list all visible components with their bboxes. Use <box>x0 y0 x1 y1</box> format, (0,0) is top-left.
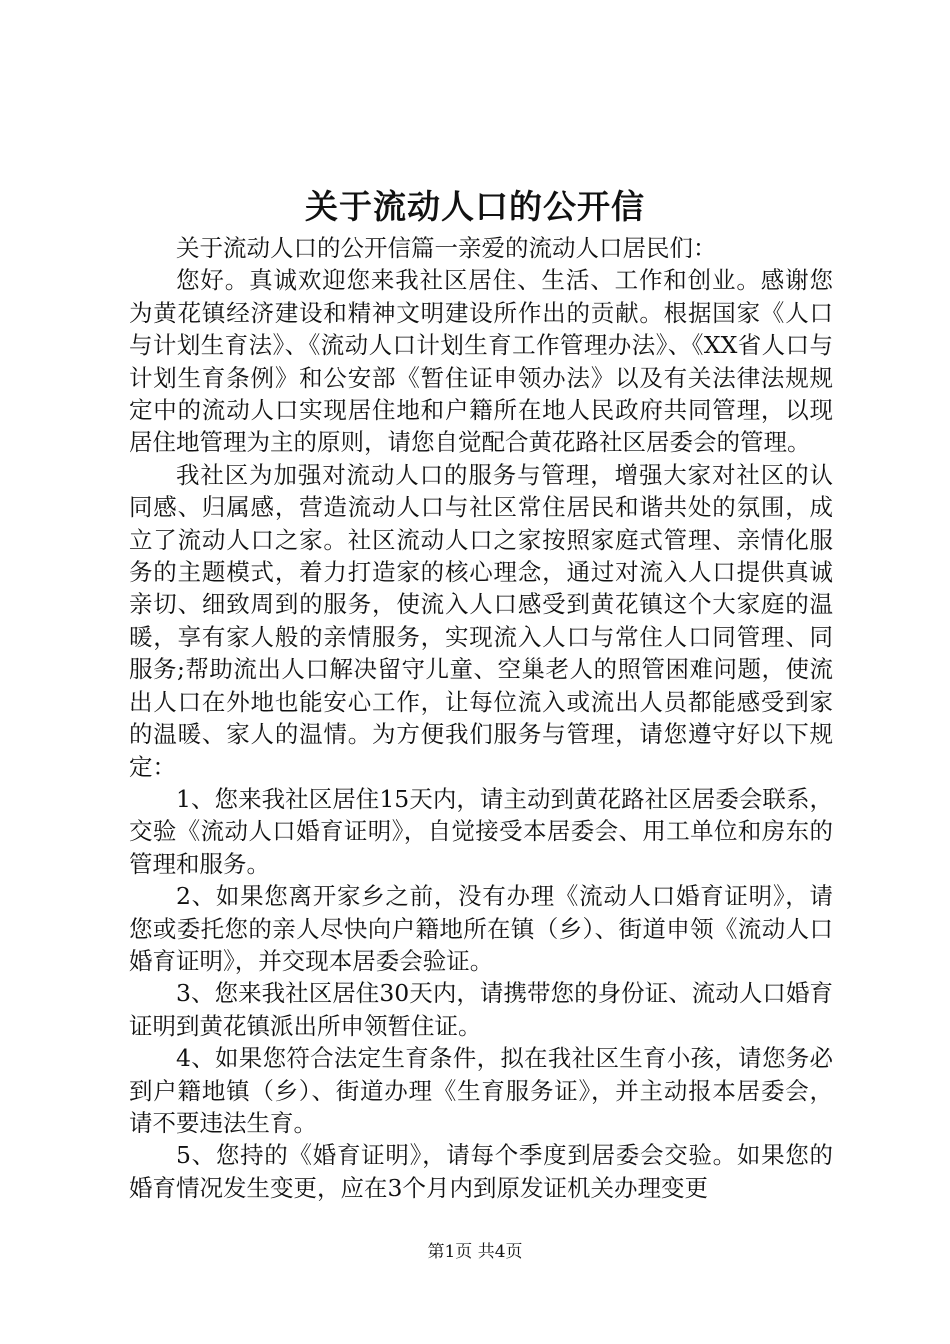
page-number: 第1页 共4页 <box>427 1242 523 1262</box>
paragraph-intro: 您好。真诚欢迎您来我社区居住、生活、工作和创业。感谢您为黄花镇经济建设和精神文明建设所作出的贡献。根据国家《人口与计划生育法》、《流动人口计划生育工作管理办法》、《XX省人口与计划生育条例》和公安部《暂住证申领办法》以及有关法律法规规定中的流动人口实现居住地和户籍所在地人民政府共同管理，以现居住地管理为主的原则，请您自觉配合黄花路社区居委会的管理。 <box>129 266 833 457</box>
paragraph-greeting: 关于流动人口的公开信篇一亲爱的流动人口居民们： <box>176 234 717 262</box>
document-body <box>129 232 833 1204</box>
paragraph-rule-4: 4、如果您符合法定生育条件，拟在我社区生育小孩，请您务必到户籍地镇（乡）、街道办理《生育服务证》，并主动报本居委会，请不要违法生育。 <box>129 1044 833 1137</box>
paragraph-rule-1: 1、您来我社区居住15天内，请主动到黄花路社区居委会联系，交验《流动人口婚育证明》，自觉接受本居委会、用工单位和房东的管理和服务。 <box>129 784 833 878</box>
document-title: 关于流动人口的公开信 <box>305 187 645 226</box>
paragraph-rule-2: 2、如果您离开家乡之前，没有办理《流动人口婚育证明》，请您或委托您的亲人尽快向户籍地所在镇（乡）、街道申领《流动人口婚育证明》，并交现本居委会验证。 <box>129 882 833 975</box>
paragraph-community-home: 我社区为加强对流动人口的服务与管理，增强大家对社区的认同感、归属感，营造流动人口与社区常住居民和谐共处的氛围，成立了流动人口之家。社区流动人口之家按照家庭式管理、亲情化服务的主题模式，着力打造家的核心理念，通过对流入人口提供真诚亲切、细致周到的服务，使流入人口感受到黄花镇这个大家庭的温暖，享有家人般的亲情服务，实现流入人口与常住人口同管理、同服务;帮助流出人口解决留守儿童、空巢老人的照管困难问题，使流出人口在外地也能安心工作，让每位流入或流出人员都能感受到家的温暖、家人的温情。为方便我们服务与管理，请您遵守好以下规定： <box>129 460 833 781</box>
paragraph-rule-3: 3、您来我社区居住30天内，请携带您的身份证、流动人口婚育证明到黄花镇派出所申领暂住证。 <box>129 979 833 1040</box>
paragraph-rule-5: 5、您持的《婚育证明》，请每个季度到居委会交验。如果您的婚育情况发生变更，应在3个月内到原发证机关办理变更 <box>129 1141 833 1202</box>
